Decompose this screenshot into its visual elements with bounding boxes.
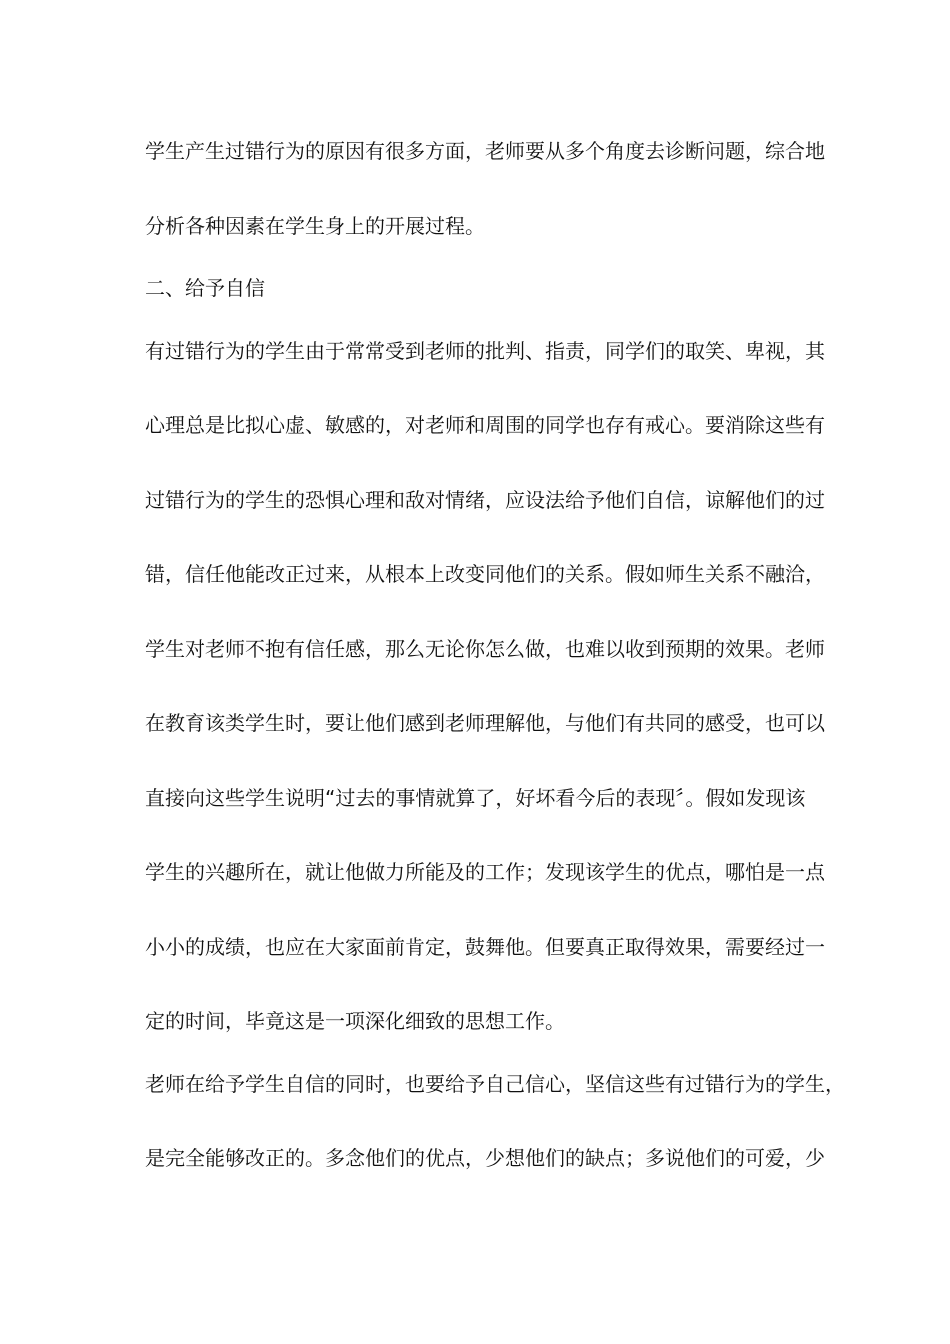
paragraph-line: 定的时间，毕竟这是一项深化细致的思想工作。	[145, 1009, 565, 1033]
paragraph-line: 错，信任他能改正过来，从根本上改变同他们的关系。假如师生关系不融洽，	[145, 562, 825, 586]
paragraph-line: 学生对老师不抱有信任感，那么无论你怎么做，也难以收到预期的效果。老师	[145, 637, 825, 661]
paragraph-line: 学生的兴趣所在，就让他做力所能及的工作；发现该学生的优点，哪怕是一点	[145, 860, 825, 884]
paragraph-line: 是完全能够改正的。多念他们的优点，少想他们的缺点；多说他们的可爱，少	[145, 1146, 825, 1170]
paragraph-line: 小小的成绩，也应在大家面前肯定，鼓舞他。但要真正取得效果，需要经过一	[145, 935, 825, 959]
paragraph-line: 在教育该类学生时，要让他们感到老师理解他，与他们有共同的感受，也可以	[145, 711, 825, 735]
paragraph-line: 老师在给予学生自信的同时，也要给予自己信心，坚信这些有过错行为的学生，	[145, 1072, 845, 1096]
paragraph-line: 直接向这些学生说明“过去的事情就算了，好坏看今后的表现〞。假如发现该	[145, 786, 806, 810]
paragraph-line: 有过错行为的学生由于常常受到老师的批判、指责，同学们的取笑、卑视，其	[145, 339, 825, 363]
section-heading: 二、给予自信	[145, 276, 265, 300]
paragraph-line: 心理总是比拟心虚、敏感的，对老师和周围的同学也存有戒心。要消除这些有	[145, 413, 825, 437]
paragraph-line: 分析各种因素在学生身上的开展过程。	[145, 214, 485, 238]
paragraph-line: 学生产生过错行为的原因有很多方面，老师要从多个角度去诊断问题，综合地	[145, 139, 825, 163]
paragraph-line: 过错行为的学生的恐惧心理和敌对情绪，应设法给予他们自信，谅解他们的过	[145, 488, 825, 512]
